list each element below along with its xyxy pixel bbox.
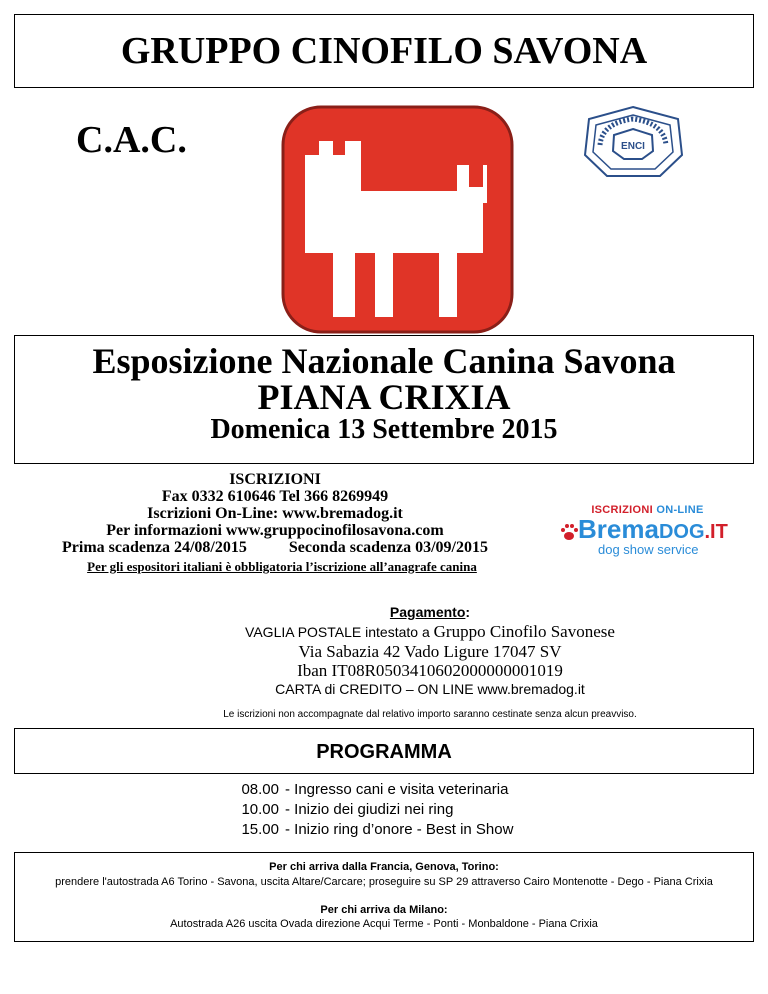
- iscrizioni-block: [20, 471, 530, 556]
- payment-vaglia: VAGLIA POSTALE intestato a Gruppo Cinofilo Savonese: [245, 622, 615, 641]
- event-box: [14, 335, 754, 464]
- directions-box: [14, 852, 754, 942]
- payment-heading: Pagamento:: [389, 604, 471, 620]
- bremadog-wordmark: BremaDOG.IT: [578, 514, 728, 544]
- directions-heading-france: Per chi arriva dalla Francia, Genova, Torino:: [269, 861, 499, 873]
- enci-logo: [582, 105, 685, 178]
- payment-iban: Iban IT08R0503410602000000001019: [297, 661, 563, 680]
- schedule-desc: - Inizio dei giudizi nei ring: [285, 801, 454, 818]
- cac-label: C.A.C.: [76, 119, 187, 161]
- dog-tower-logo: [279, 103, 516, 336]
- iscrizioni-info[interactable]: Per informazioni www.gruppocinofilosavona.com: [106, 522, 444, 539]
- paw-icon: [560, 522, 578, 542]
- iscrizioni-online[interactable]: Iscrizioni On-Line: www.bremadog.it: [147, 505, 403, 522]
- programma-title: PROGRAMMA: [316, 741, 452, 763]
- programma-box: [14, 728, 754, 774]
- bremadog-tagline: dog show service: [598, 542, 699, 557]
- payment-credit-card[interactable]: CARTA di CREDITO – ON LINE www.bremadog.it: [275, 681, 585, 697]
- bremadog-logo[interactable]: [560, 504, 735, 560]
- directions-text-milano: Autostrada A26 uscita Ovada direzione Acqui Terme - Ponti - Monbaldone - Piana Crixia: [170, 918, 598, 930]
- schedule-desc: - Ingresso cani e visita veterinaria: [285, 781, 509, 798]
- schedule-list: [229, 780, 513, 840]
- directions-heading-milano: Per chi arriva da Milano:: [320, 904, 448, 916]
- schedule-row: [229, 820, 513, 840]
- event-name: Esposizione Nazionale Canina Savona: [92, 341, 676, 381]
- enci-mark: ENCI: [621, 141, 645, 152]
- payment-block: [190, 603, 670, 724]
- event-location: PIANA CRIXIA: [257, 377, 511, 417]
- deadlines: [20, 539, 530, 556]
- second-deadline: Seconda scadenza 03/09/2015: [288, 539, 488, 556]
- schedule-time: 10.00: [241, 801, 279, 818]
- anagrafe-notice: Per gli espositori italiani è obbligatoria l’iscrizione all’anagrafe canina: [87, 559, 477, 574]
- schedule-row: [229, 800, 513, 820]
- title-box: [14, 14, 754, 88]
- payment-note: Le iscrizioni non accompagnate dal relativo importo saranno cestinate senza alcun preavviso.: [223, 709, 637, 720]
- iscrizioni-contacts: Fax 0332 610646 Tel 366 8269949: [161, 488, 389, 505]
- event-date: Domenica 13 Settembre 2015: [210, 414, 558, 445]
- page-title: GRUPPO CINOFILO SAVONA: [120, 30, 648, 72]
- bremadog-header: ISCRIZIONI ON-LINE: [591, 504, 704, 516]
- first-deadline: Prima scadenza 24/08/2015: [62, 539, 247, 556]
- directions-text-france: prendere l'autostrada A6 Torino - Savona, uscita Altare/Carcare; proseguire su SP 29 attraverso Cairo Montenotte - Dego - Piana Crixia: [55, 876, 713, 888]
- schedule-desc: - Inizio ring d’onore - Best in Show: [285, 821, 514, 838]
- schedule-row: [229, 780, 513, 800]
- schedule-time: 15.00: [241, 821, 279, 838]
- schedule-time: 08.00: [241, 781, 279, 798]
- payment-address: Via Sabazia 42 Vado Ligure 17047 SV: [298, 642, 562, 661]
- iscrizioni-heading: ISCRIZIONI: [229, 471, 321, 488]
